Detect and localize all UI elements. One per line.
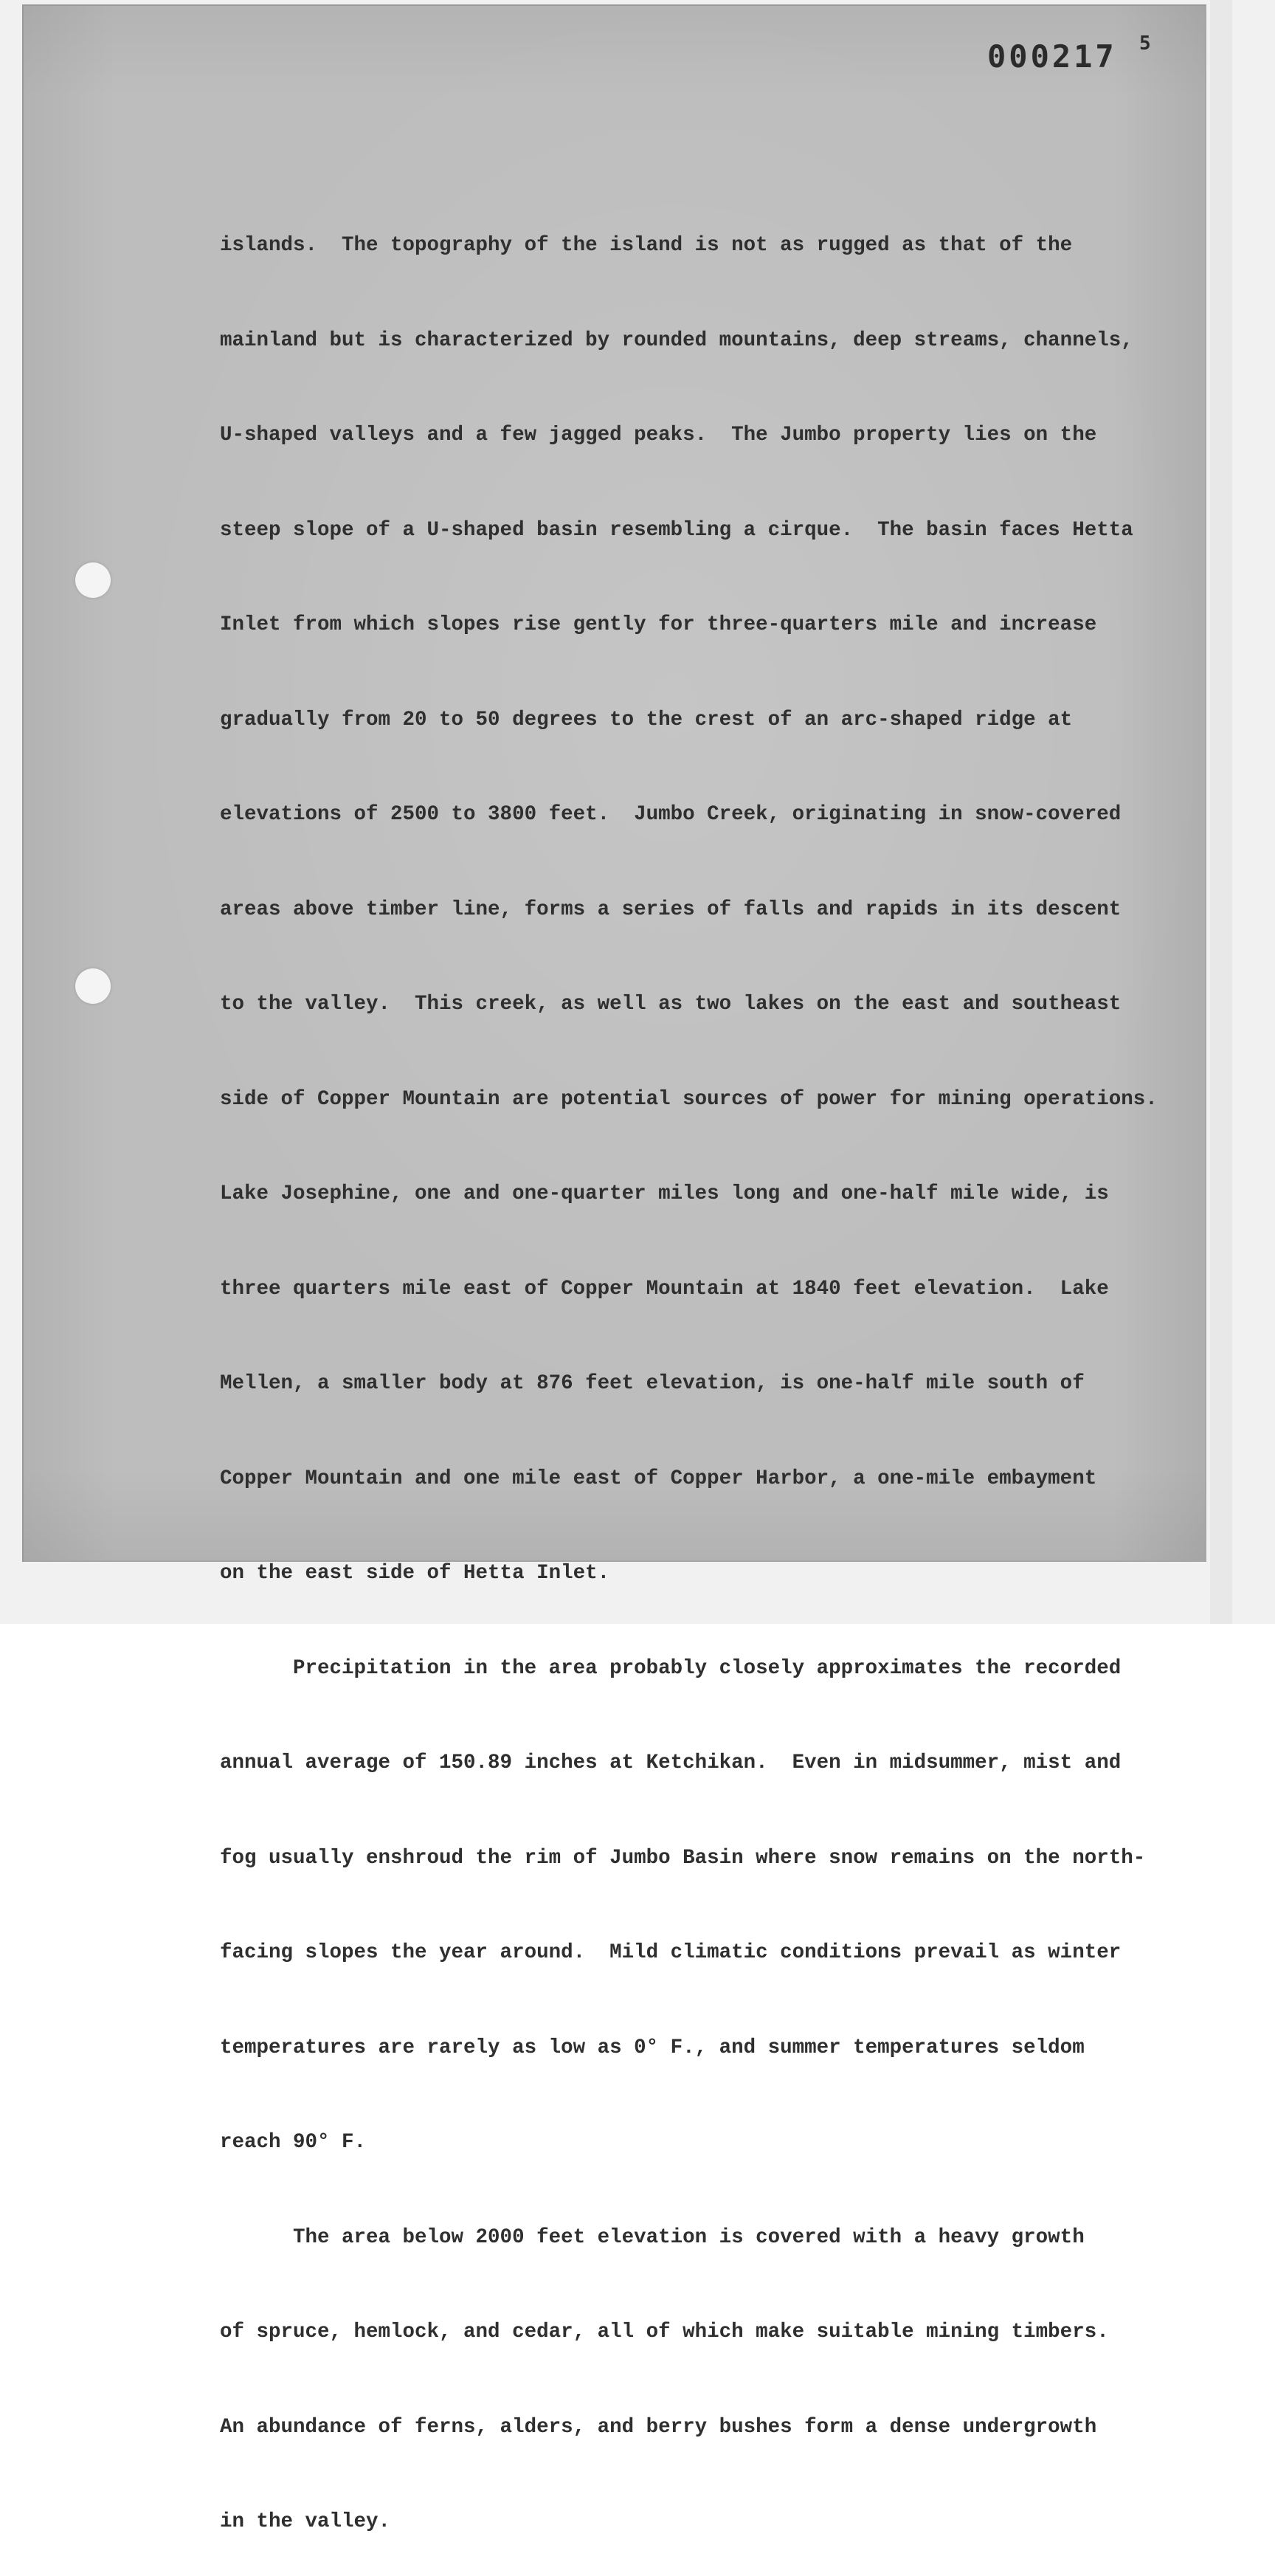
text-line: reach 90° F. [220,2131,367,2154]
text-line: on the east side of Hetta Inlet. [220,1562,610,1585]
page-sub-number: 5 [1139,32,1151,55]
text-line: Inlet from which slopes rise gently for three-quarters mile and increase [220,613,1097,636]
text-line: gradually from 20 to 50 degrees to the crest of an arc-shaped ridge at [220,708,1073,731]
text-line: elevations of 2500 to 3800 feet. Jumbo Creek, originating in snow-covered [220,803,1122,826]
text-line: temperatures are rarely as low as 0° F., and summer temperatures seldom [220,2036,1085,2059]
text-line: to the valley. This creek, as well as two lakes on the east and southeast [220,993,1122,1016]
text-line: An abundance of ferns, alders, and berry bushes form a dense undergrowth [220,2415,1097,2439]
text-line: Mellen, a smaller body at 876 feet elevation, is one-half mile south of [220,1372,1085,1395]
text-line: Copper Mountain and one mile east of Copper Harbor, a one-mile embayment [220,1467,1097,1490]
text-line: areas above timber line, forms a series of falls and rapids in its descent [220,898,1122,921]
text-line: islands. The topography of the island is not as rugged as that of the [220,234,1073,257]
text-line: Precipitation in the area probably closely approximates the recorded [220,1656,1122,1680]
punch-hole [75,562,111,598]
text-line: steep slope of a U-shaped basin resembling a cirque. The basin faces Hetta [220,518,1133,542]
text-line: three quarters mile east of Copper Mountain at 1840 feet elevation. Lake [220,1277,1109,1301]
text-line: annual average of 150.89 inches at Ketchikan. Even in midsummer, mist and [220,1752,1122,1774]
text-line: in the valley. [220,2510,391,2533]
text-line: Lake Josephine, one and one-quarter miles long and one-half mile wide, is [220,1182,1109,1205]
text-line: of spruce, hemlock, and cedar, all of which make suitable mining timbers. [220,2321,1109,2343]
text-line: facing slopes the year around. Mild climatic conditions prevail as winter [220,1941,1122,1964]
punch-hole [75,968,111,1004]
text-line: side of Copper Mountain are potential sources of power for mining operations. [220,1087,1158,1111]
document-body [220,182,1201,2576]
text-line: U-shaped valleys and a few jagged peaks. The Jumbo property lies on the [220,424,1097,447]
page-number: 000217 [987,38,1117,75]
text-line: The area below 2000 feet elevation is covered with a heavy growth [220,2225,1085,2249]
text-line: fog usually enshroud the rim of Jumbo Basin where snow remains on the north- [220,1846,1146,1870]
text-line: mainland but is characterized by rounded mountains, deep streams, channels, [220,328,1133,352]
scan-edge-strip [1210,0,1232,1624]
